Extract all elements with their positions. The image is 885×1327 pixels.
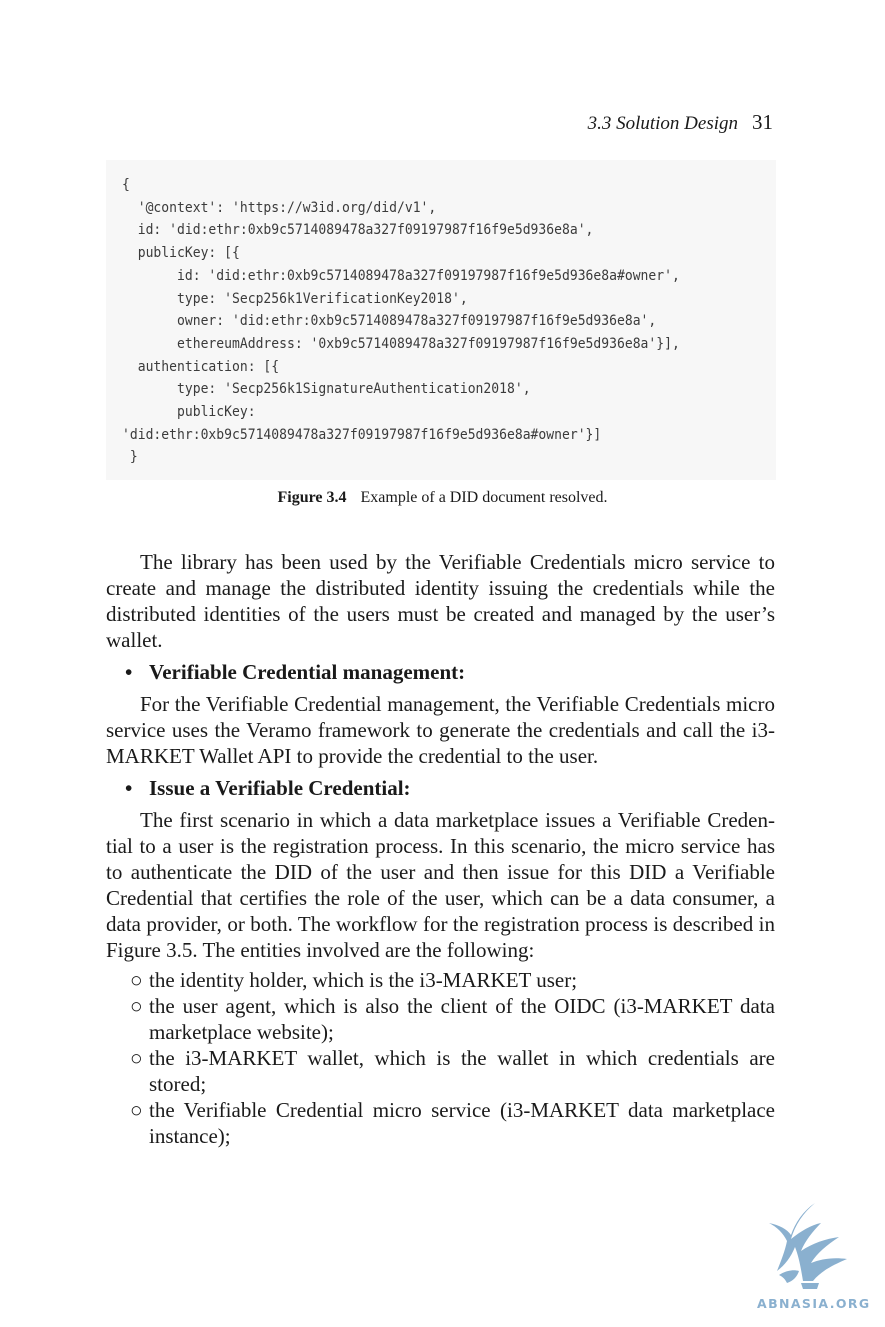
code-block (106, 160, 776, 480)
sub-bullet-symbol: ○ (130, 1046, 143, 1070)
code-line: id: 'did:ethr:0xb9c5714089478a327f09197987f16f9e5d936e8a#owner', (122, 267, 680, 284)
bullet-symbol: • (125, 660, 133, 684)
page-number: 31 (752, 110, 773, 134)
code-line: } (122, 449, 138, 466)
sub-bullet-symbol: ○ (130, 994, 143, 1018)
paragraph: The first scenario in which a data marketplace issues a Verifiable Creden-tial to a user is the registration process. In this scenario, the micro service has to authenticate the DID of the user and then issue for this DID a Verifiable Credential that certifies the role of the user, which can be a data consumer, a data provider, or both. The workflow for the registration process is described in Figure 3.5. The entities involved are the following: (106, 808, 775, 962)
code-line: { (122, 177, 130, 193)
code-line: publicKey: (122, 404, 256, 421)
list-item: ○ the i3-MARKET wallet, which is the wallet in which credentials are stored; (130, 1046, 775, 1096)
paragraph: The library has been used by the Verifiable Credentials micro service to create and manage the distributed identity issuing the credentials while the distributed identities of the users must be created and managed by the user’s wallet. (106, 550, 775, 652)
section-title: 3.3 Solution Design (587, 113, 738, 134)
body-text (106, 549, 775, 1149)
sub-bullet-symbol: ○ (130, 1098, 143, 1122)
watermark-text: ABNASIA.ORG (757, 1296, 871, 1311)
code-line: type: 'Secp256k1SignatureAuthentication2018', (122, 381, 531, 398)
figure-caption (0, 489, 885, 507)
bullet-heading: Verifiable Credential management: (149, 660, 466, 684)
code-line: '@context': 'https://w3id.org/did/v1', (122, 199, 437, 216)
paragraph: For the Verifiable Credential management, the Verifiable Credentials micro service uses the Veramo framework to generate the credentials and call the i3-MARKET Wallet API to provide the credential to the user. (106, 692, 775, 768)
code-line: id: 'did:ethr:0xb9c5714089478a327f09197987f16f9e5d936e8a', (122, 222, 594, 239)
code-line: publicKey: [{ (122, 245, 240, 262)
code-line: type: 'Secp256k1VerificationKey2018', (122, 290, 468, 307)
list-item: ○ the user agent, which is also the client of the OIDC (i3-MARKET data marketplace website); (130, 994, 775, 1044)
code-line: owner: 'did:ethr:0xb9c5714089478a327f09197987f16f9e5d936e8a', (122, 313, 657, 330)
griffin-logo-icon (755, 1195, 860, 1295)
entities-list (106, 967, 775, 1149)
bullet-item (106, 659, 775, 685)
figure-caption-text: Example of a DID document resolved. (360, 489, 608, 506)
bullet-item (106, 775, 775, 801)
bullet-heading: Issue a Verifiable Credential: (149, 776, 411, 800)
running-header (588, 110, 773, 135)
figure-label: Figure 3.4 (277, 489, 347, 506)
did-document-code (122, 174, 680, 469)
sub-bullet-symbol: ○ (130, 968, 143, 992)
list-item: ○ the identity holder, which is the i3-MARKET user; (130, 968, 578, 992)
bullet-symbol: • (125, 776, 133, 800)
code-line: ethereumAddress: '0xb9c5714089478a327f09197987f16f9e5d936e8a'}], (122, 335, 680, 352)
code-line: 'did:ethr:0xb9c5714089478a327f09197987f16f9e5d936e8a#owner'}] (122, 426, 602, 443)
list-item: ○ the Verifiable Credential micro service (i3-MARKET data marketplace instance); (130, 1098, 775, 1148)
code-line: authentication: [{ (122, 358, 280, 375)
